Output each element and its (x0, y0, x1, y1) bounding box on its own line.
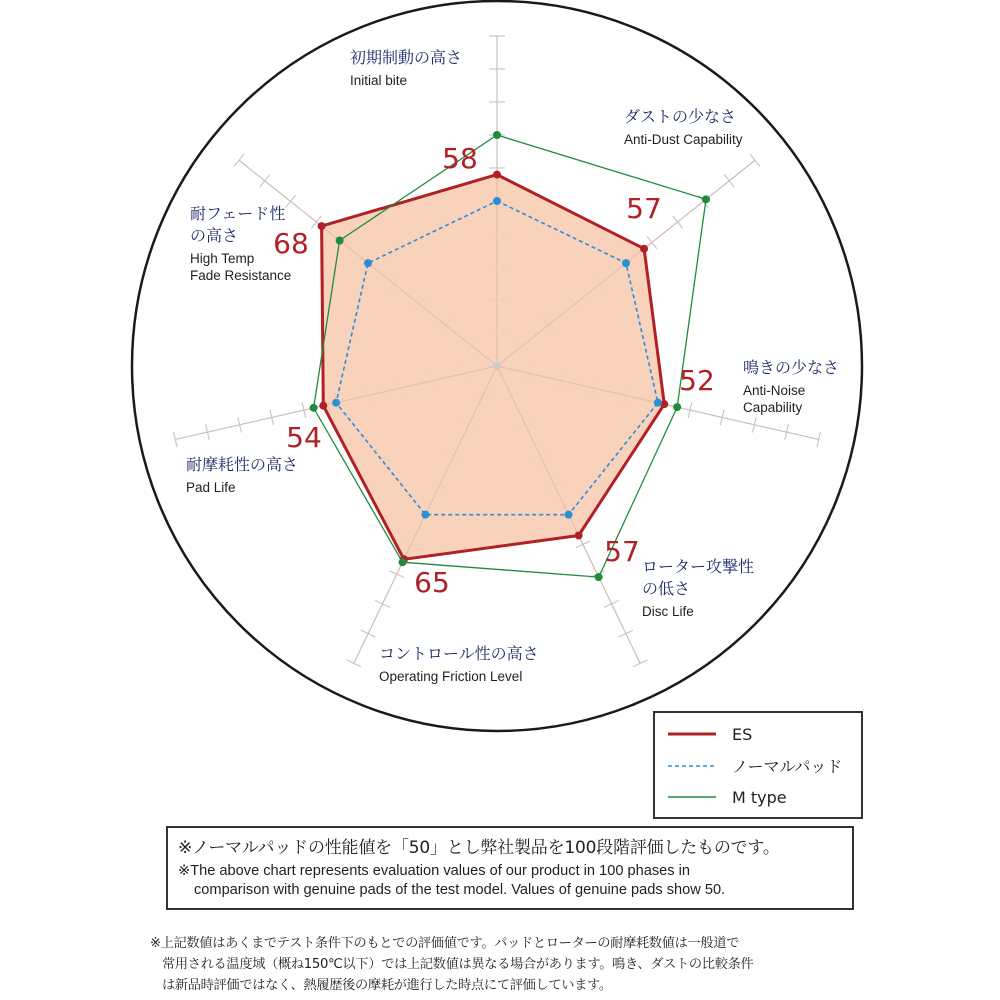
data-point-s2-a3 (595, 573, 603, 581)
axis-label-en-2: Capability (743, 400, 803, 415)
axis-label-en-1: Anti-Dust Capability (624, 132, 743, 147)
value-label-1: 57 (626, 192, 662, 225)
axis-label-jp-6: の高さ (190, 226, 239, 245)
axis-label-en-4: Operating Friction Level (379, 669, 523, 684)
axis-label-en-3: Disc Life (642, 604, 694, 619)
evaluation-note (166, 826, 854, 910)
value-label-0: 58 (442, 142, 478, 175)
axis-label-en-6: High Temp (190, 251, 255, 266)
legend-label-normal: ノーマルパッド (732, 757, 843, 776)
data-point-s2-a0 (493, 131, 501, 139)
data-point-s2-a1 (702, 195, 710, 203)
footnote-line-1: ※上記数値はあくまでテスト条件下のもとでの評価値です。パッドとローターの耐摩耗数値は一般道で (150, 936, 740, 951)
data-point-s1-a6 (364, 259, 372, 267)
value-label-3: 57 (604, 535, 640, 568)
value-label-4: 65 (414, 566, 450, 599)
data-point-s1-a1 (622, 259, 630, 267)
axis-label-en-5: Pad Life (186, 480, 236, 495)
data-point-s2-a6 (336, 236, 344, 244)
axis-label-jp-0: 初期制動の高さ (350, 48, 463, 67)
data-point-s1-a4 (421, 511, 429, 519)
footnote (150, 933, 870, 996)
data-point-s0-a3 (575, 531, 583, 539)
data-point-s0-a5 (319, 402, 327, 410)
value-label-5: 54 (286, 421, 322, 454)
axis-label-jp-6: 耐フェード性 (190, 204, 286, 223)
data-point-s0-a1 (640, 245, 648, 253)
value-label-6: 68 (273, 227, 309, 260)
value-label-2: 52 (679, 364, 715, 397)
data-point-s2-a5 (310, 404, 318, 412)
legend-label-mtype: M type (732, 788, 787, 807)
data-point-s1-a3 (565, 511, 573, 519)
data-point-s0-a0 (493, 171, 501, 179)
data-point-s1-a0 (493, 197, 501, 205)
data-point-s0-a6 (318, 222, 326, 230)
center-point (493, 362, 501, 370)
axis-label-jp-3: ローター攻撃性 (642, 557, 755, 576)
axis-label-jp-2: 鳴きの少なさ (743, 358, 840, 377)
footnote-line-3: は新品時評価ではなく、熱履歴後の摩耗が進行した時点にて評価しています。 (162, 978, 612, 993)
footnote-line-2: 常用される温度域（概ね150℃以下）では上記数値は異なる場合があります。鳴き、ダストの比較条件 (162, 957, 754, 972)
axis-label-en-2: Anti-Noise (743, 383, 806, 398)
evaluation-note-jp: ※ノーマルパッドの性能値を「50」とし弊社製品を100段階評価したものです。 (178, 838, 780, 858)
legend (654, 712, 862, 818)
axis-label-jp-4: コントロール性の高さ (379, 644, 539, 663)
data-point-s1-a5 (332, 399, 340, 407)
data-point-s1-a2 (654, 399, 662, 407)
data-point-s2-a2 (673, 403, 681, 411)
axis-label-jp-5: 耐摩耗性の高さ (186, 455, 299, 474)
legend-label-es: ES (732, 725, 753, 744)
evaluation-note-en-line1: ※The above chart represents evaluation values of our product in 100 phases in (178, 863, 690, 879)
evaluation-note-en-line2: comparison with genuine pads of the test model. Values of genuine pads show 50. (194, 882, 726, 898)
axis-label-jp-3: の低さ (642, 579, 691, 598)
axis-label-jp-1: ダストの少なさ (624, 107, 737, 126)
axis-label-en-0: Initial bite (350, 73, 408, 88)
data-point-s2-a4 (399, 558, 407, 566)
axis-label-en-6: Fade Resistance (190, 268, 292, 283)
